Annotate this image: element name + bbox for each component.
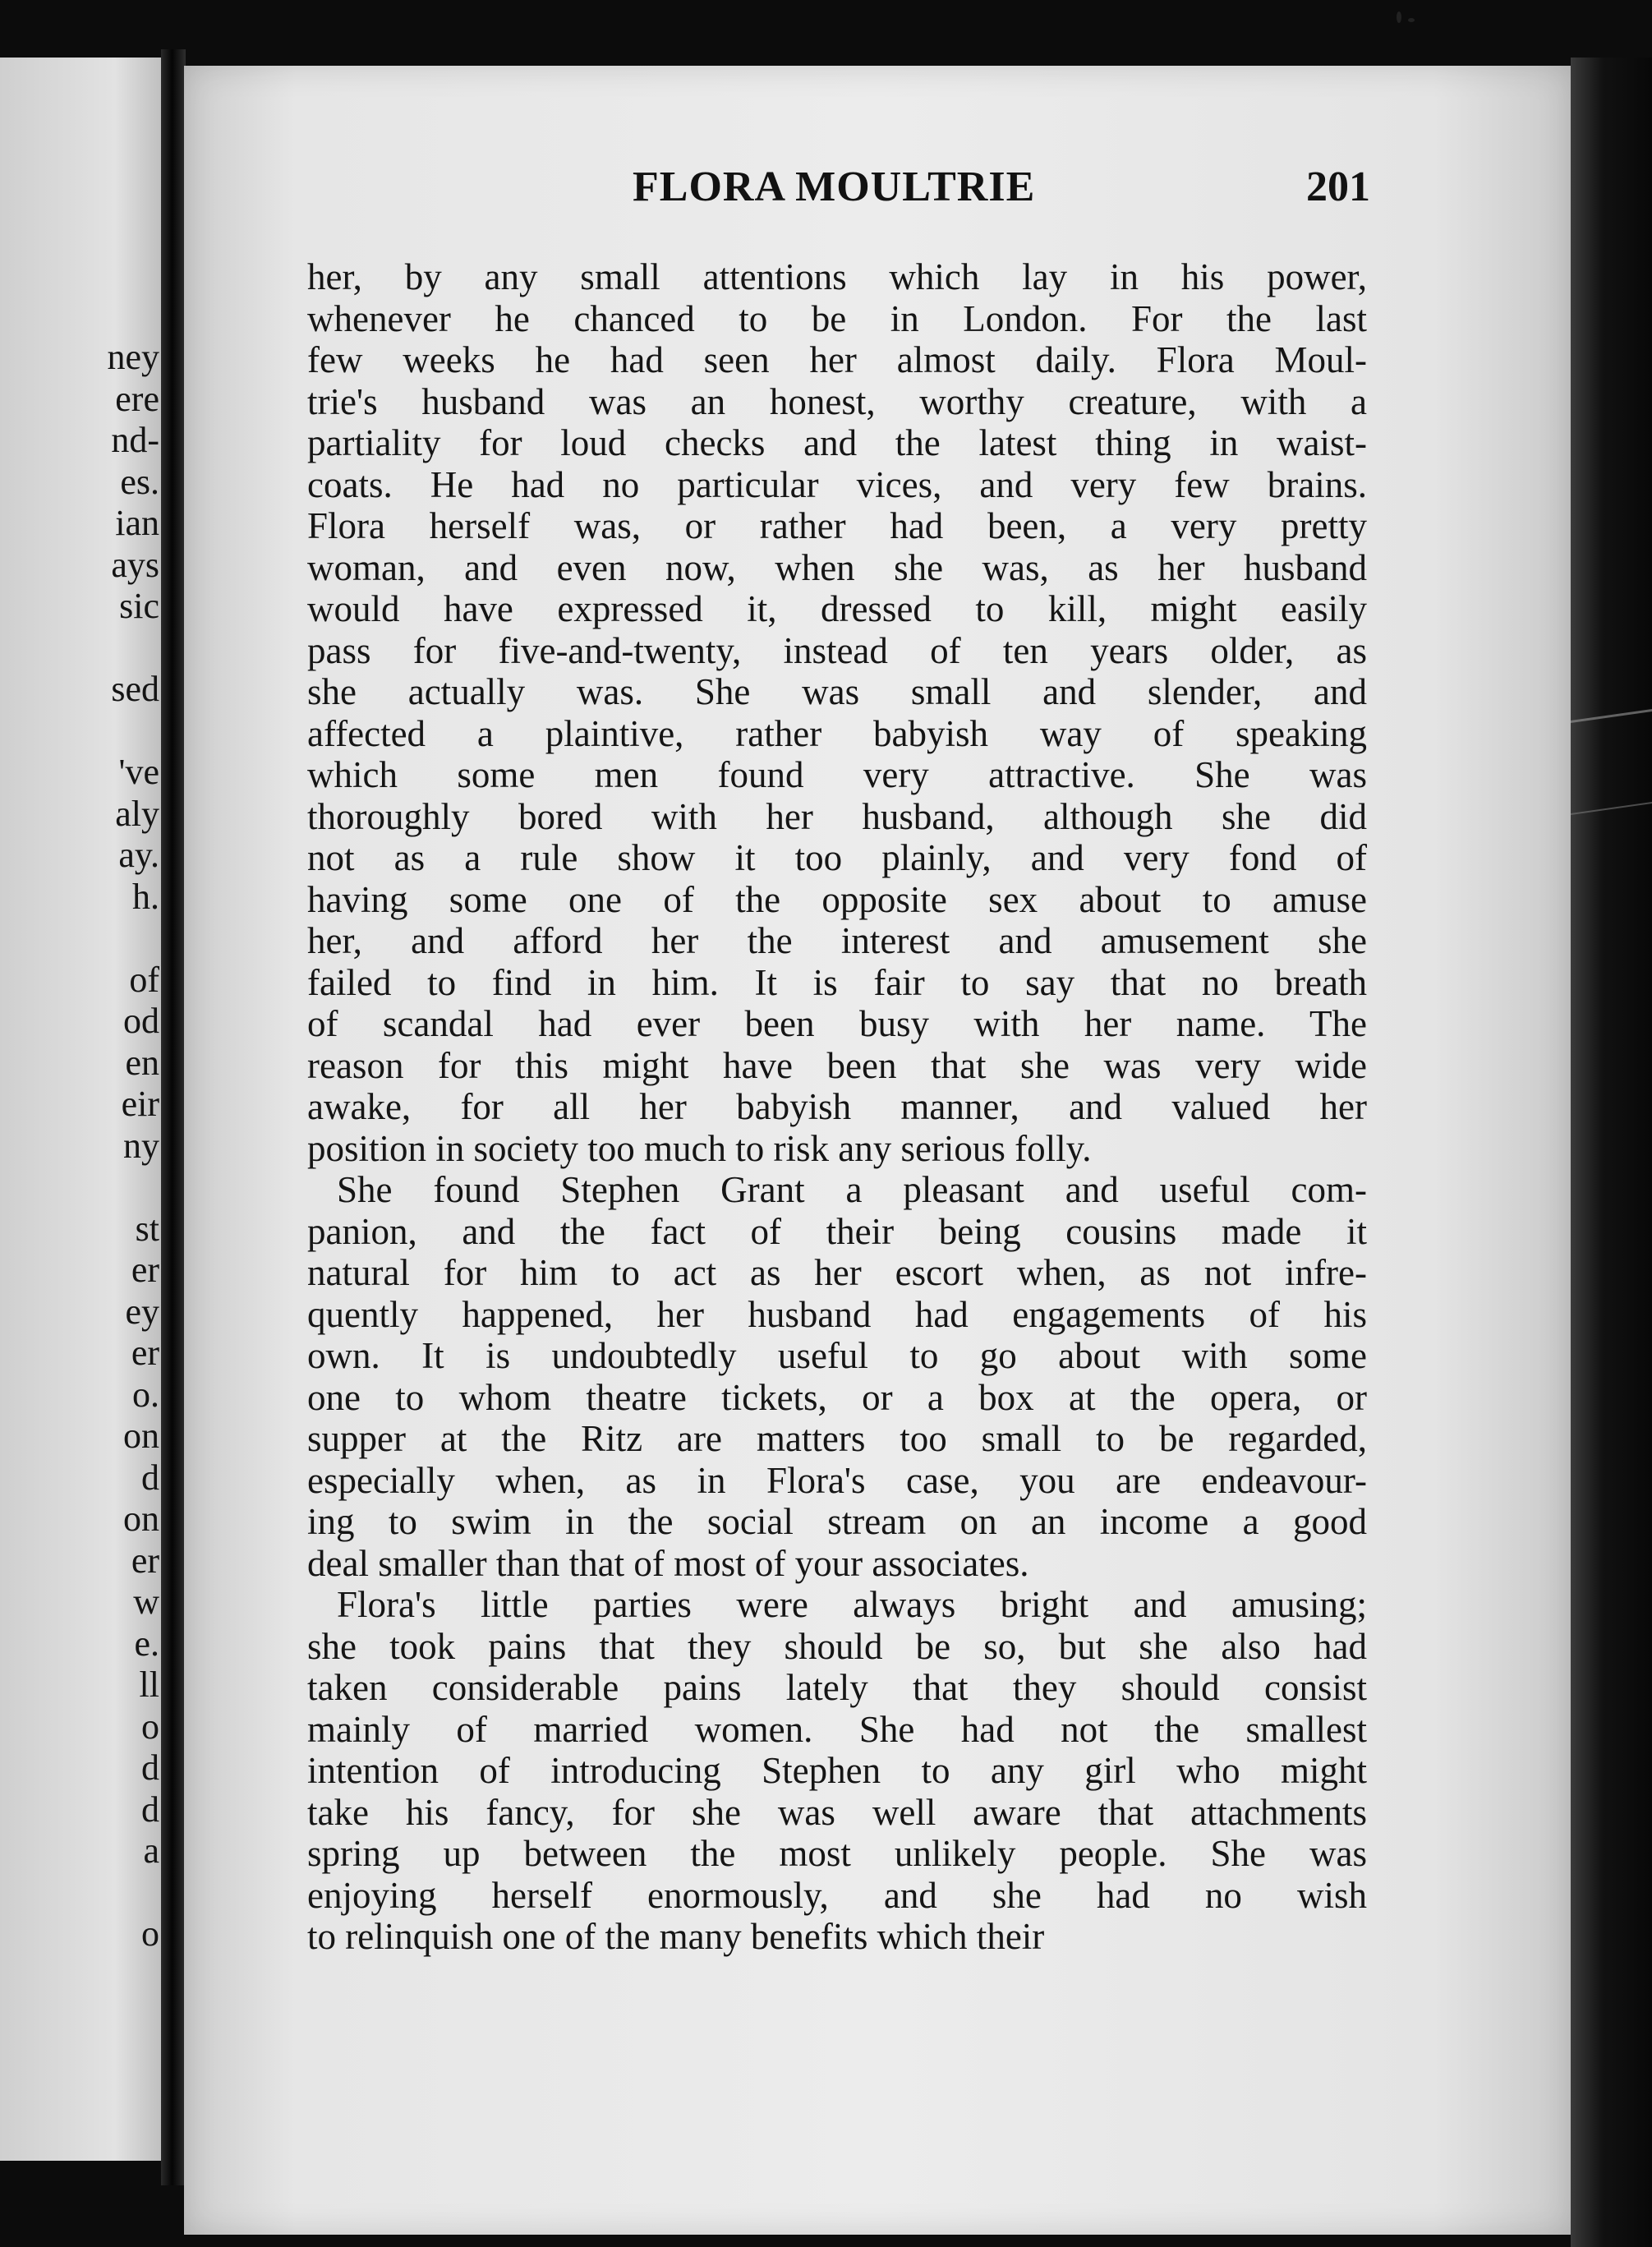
page-number: 201: [1306, 163, 1370, 210]
left-page-text-fragment: [3, 1457, 159, 1499]
left-page-fragment-text: ll: [139, 1665, 159, 1705]
left-page-text-fragment: [3, 1333, 159, 1374]
text-line: panion, and the fact of their being cousins made it: [307, 1210, 1367, 1252]
left-page-text-fragment: [3, 1789, 159, 1830]
left-page-text-fragment: [3, 918, 159, 959]
scan-artifact: [1571, 709, 1652, 815]
left-page-text-fragment: [3, 1582, 159, 1623]
left-page-text-fragment: [3, 752, 159, 793]
left-page-fragment-text: d: [141, 1789, 159, 1830]
left-page-text-fragment: [3, 462, 159, 503]
left-page-text-fragment: [3, 1126, 159, 1167]
text-line: take his fancy, for she was well aware that attachments: [307, 1791, 1367, 1833]
text-line: natural for him to act as her escort when, as not infre-: [307, 1252, 1367, 1293]
text-line: which some men found very attractive. She was: [307, 754, 1367, 795]
left-page-fragment-text: ey: [125, 1291, 159, 1332]
left-page-text-fragment: [3, 420, 159, 461]
left-page-text-fragment: [3, 1747, 159, 1789]
left-page-text-fragment: [3, 1167, 159, 1208]
left-page-text-fragment: [3, 1292, 159, 1333]
left-page-fragment-text: nd-: [111, 420, 159, 460]
left-page-text-fragment: [3, 1623, 159, 1665]
left-page-text-fragment: [3, 503, 159, 544]
left-page-fragment-text: o: [141, 1913, 159, 1954]
text-line: position in society too much to risk any serious folly.: [307, 1127, 1092, 1169]
text-line: supper at the Ritz are matters too small to be regarded,: [307, 1418, 1367, 1459]
left-page-fragment-text: st: [135, 1208, 159, 1249]
text-line: would have expressed it, dressed to kill, might easily: [307, 588, 1367, 629]
running-head: FLORA MOULTRIE: [633, 163, 1036, 210]
text-line: thoroughly bored with her husband, although she did: [307, 795, 1367, 837]
text-line: reason for this might have been that she was very wide: [307, 1044, 1367, 1086]
left-page-fragment-text: er: [131, 1250, 159, 1290]
left-page-text-fragment: [3, 1250, 159, 1291]
left-page-fragment-text: od: [123, 1001, 159, 1041]
text-line: intention of introducing Stephen to any girl who might: [307, 1750, 1367, 1791]
left-page-text-fragment: [3, 1043, 159, 1084]
text-line: failed to find in him. It is fair to say that no breath: [307, 961, 1367, 1003]
left-page-text-fragment: [3, 1665, 159, 1706]
left-page-text-fragment: [3, 1374, 159, 1416]
left-page-fragment-text: eir: [121, 1084, 159, 1124]
text-line: her, by any small attentions which lay in his power,: [307, 256, 1367, 297]
left-facing-page: [0, 58, 164, 2161]
book-gutter: [161, 49, 186, 2185]
left-page-text-fragment: [3, 337, 159, 378]
left-page-fragment-text: aly: [115, 793, 159, 834]
text-line: of scandal had ever been busy with her name. The: [307, 1003, 1367, 1044]
left-page-fragment-text: er: [131, 1333, 159, 1373]
left-page-fragment-text: ays: [111, 544, 159, 585]
left-page-fragment-text: w: [133, 1582, 159, 1622]
left-page-fragment-text: d: [141, 1457, 159, 1498]
left-page-text-fragment: [3, 1084, 159, 1125]
left-page-fragment-text: h.: [132, 876, 159, 917]
text-line: enjoying herself enormously, and she had no wish: [307, 1874, 1367, 1916]
page-edge-shadow: [1571, 58, 1652, 2247]
text-line: quently happened, her husband had engagements of his: [307, 1293, 1367, 1335]
text-line: to relinquish one of the many benefits which their: [307, 1916, 1045, 1957]
text-line: awake, for all her babyish manner, and valued her: [307, 1086, 1367, 1127]
left-page-fragment-text: ny: [123, 1125, 159, 1166]
text-line: deal smaller than that of most of your associates.: [307, 1542, 1029, 1584]
text-line: few weeks he had seen her almost daily. Flora Moul-: [307, 339, 1367, 380]
left-page-text-fragment: [3, 1706, 159, 1747]
left-page-fragment-text: sed: [111, 669, 159, 709]
text-line: mainly of married women. She had not the smallest: [307, 1708, 1367, 1750]
text-line: her, and afford her the interest and amusement she: [307, 920, 1367, 961]
text-line: taken considerable pains lately that they should consist: [307, 1667, 1367, 1708]
left-page-text-fragment: [3, 877, 159, 918]
text-line: Flora herself was, or rather had been, a very pretty: [307, 505, 1367, 546]
left-page-text-fragment: [3, 586, 159, 627]
text-line: affected a plaintive, rather babyish way of speaking: [307, 712, 1367, 754]
left-page-fragment-text: en: [125, 1042, 159, 1083]
left-page-text-fragment: [3, 669, 159, 710]
left-page-fragment-text: e.: [134, 1623, 159, 1664]
left-page-text-fragment: [3, 794, 159, 835]
text-line: she took pains that they should be so, but she also had: [307, 1625, 1367, 1667]
left-page-fragment-text: d: [141, 1747, 159, 1788]
left-page-text-fragment: [3, 1540, 159, 1582]
text-line: She found Stephen Grant a pleasant and useful com-: [337, 1169, 1367, 1210]
left-page-text-fragment: [3, 1209, 159, 1250]
left-page-fragment-text: er: [131, 1540, 159, 1581]
left-page-fragment-text: ney: [107, 337, 159, 377]
left-page-fragment-text: ian: [115, 503, 159, 543]
left-page-fragment-text: a: [143, 1830, 159, 1871]
text-line: having some one of the opposite sex about to amuse: [307, 878, 1367, 920]
text-line: she actually was. She was small and slender, and: [307, 671, 1367, 712]
text-line: whenever he chanced to be in London. For the last: [307, 297, 1367, 339]
left-page-text-fragment: [3, 379, 159, 420]
left-page-fragment-text: ere: [115, 378, 159, 419]
text-line: partiality for loud checks and the latest thing in waist-: [307, 422, 1367, 463]
text-line: especially when, as in Flora's case, you are endeavour-: [307, 1459, 1367, 1501]
text-line: coats. He had no particular vices, and very few brains.: [307, 463, 1367, 505]
left-page-text-fragment: [3, 711, 159, 752]
left-page-text-fragment: [3, 1499, 159, 1540]
left-page-fragment-text: es.: [120, 461, 159, 502]
left-page-text-fragment: [3, 1872, 159, 1913]
left-page-fragment-text: on: [123, 1499, 159, 1539]
left-page-fragment-text: of: [129, 959, 159, 1000]
left-page-text-fragment: [3, 628, 159, 669]
left-page-text-fragment: [3, 960, 159, 1001]
left-page-text-fragment: [3, 1830, 159, 1872]
left-page-fragment-text: 've: [118, 752, 159, 792]
left-page-text-fragment: [3, 835, 159, 876]
left-page-text-fragment: [3, 1913, 159, 1955]
text-line: own. It is undoubtedly useful to go about with some: [307, 1335, 1367, 1376]
left-page-fragment-text: on: [123, 1416, 159, 1456]
left-page-fragment-text: o: [141, 1706, 159, 1747]
left-page-text-fragment: [3, 1001, 159, 1042]
left-page-fragment-text: sic: [119, 586, 159, 626]
text-line: woman, and even now, when she was, as her husband: [307, 546, 1367, 588]
text-line: one to whom theatre tickets, or a box at the opera, or: [307, 1376, 1367, 1418]
text-line: spring up between the most unlikely people. She was: [307, 1833, 1367, 1874]
text-line: ing to swim in the social stream on an income a good: [307, 1501, 1367, 1542]
left-page-text-fragment: [3, 545, 159, 586]
left-page-fragment-text: o.: [132, 1374, 159, 1415]
left-page-fragment-text: ay.: [118, 835, 159, 875]
text-line: not as a rule show it too plainly, and very fond of: [307, 837, 1367, 878]
body-text: [307, 256, 1367, 1958]
dust-speck: [1408, 18, 1415, 22]
text-line: Flora's little parties were always bright and amusing;: [337, 1584, 1367, 1625]
dust-speck: [1397, 12, 1401, 23]
text-line: pass for five-and-twenty, instead of ten years older, as: [307, 629, 1367, 671]
text-line: trie's husband was an honest, worthy creature, with a: [307, 380, 1367, 422]
left-page-text-fragment: [3, 1416, 159, 1457]
